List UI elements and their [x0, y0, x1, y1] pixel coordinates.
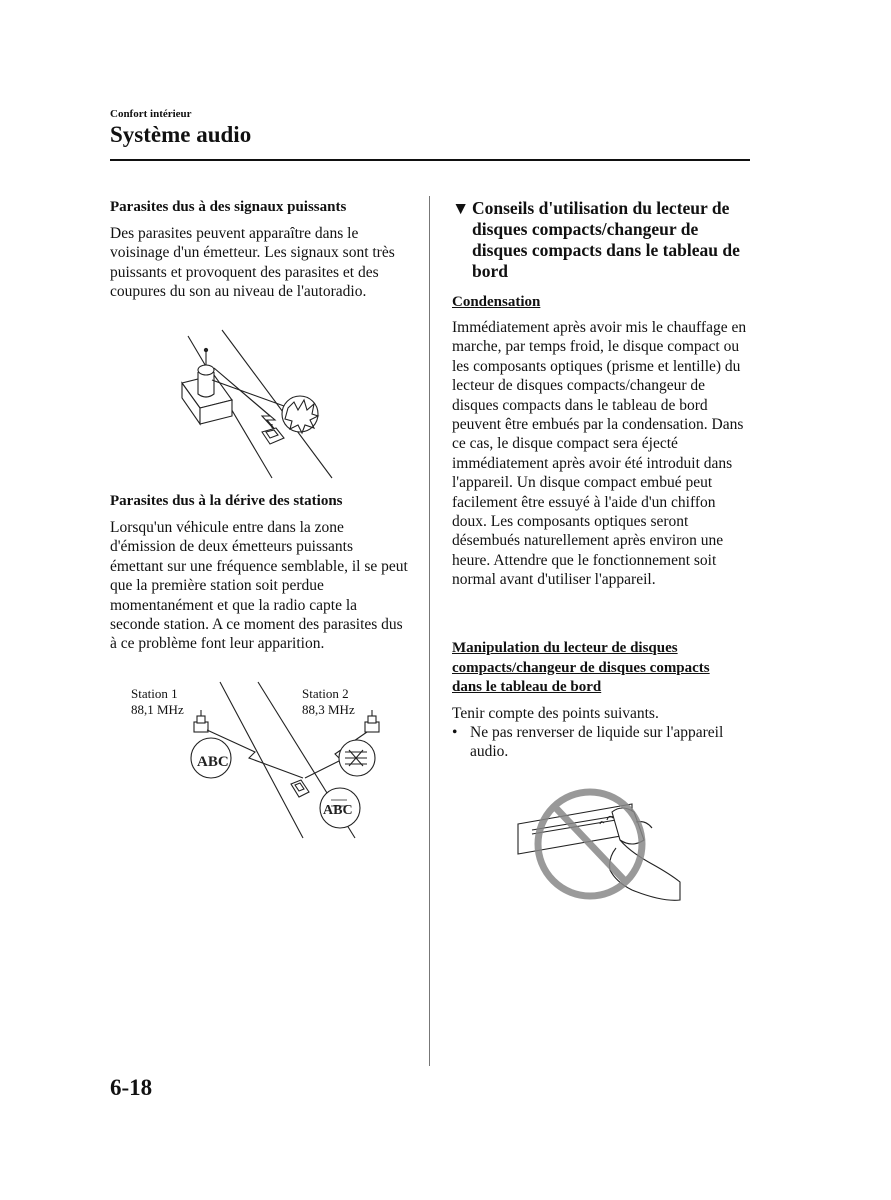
condensation-body: Immédiatement après avoir mis le chauffage en marche, par temps froid, le disque compact ou les composants optiques (prisme et lentille) du lecteur de disques compacts/changeur de disques compacts dans le tableau de bord peuvent être embués par la condensation. Dans ce cas, le disque compact sera éjecté immédiatement après avoir été introduit dans l'appareil. Un disque compact embué peut facilement être essuyé à l'aide d'un chiffon doux. Les composants optiques seront désembués naturellement après environ une heure. Attendre que le fonctionnement soit normal avant d'utiliser l'appareil. — [452, 319, 747, 589]
handling-intro: Tenir compte des points suivants. — [452, 705, 659, 722]
svg-text:ABC: ABC — [197, 754, 229, 770]
station-drift-illustration — [185, 680, 390, 840]
car-icon — [291, 780, 309, 797]
title-rule — [110, 159, 750, 161]
station-1-name: Station 1 — [131, 686, 178, 701]
station-1-frequency: 88,1 MHz — [131, 702, 184, 717]
column-divider — [429, 196, 430, 1066]
handling-heading: Manipulation du lecteur de disques compacts/changeur de disques compacts dans le tableau de bord — [452, 640, 710, 695]
strong-signal-body: Des parasites peuvent apparaître dans le voisinage d'un émetteur. Les signaux sont très puissants et provoquent des parasites et des coupures du son au niveau de l'autoradio. — [110, 225, 395, 301]
bullet-item-text: Ne pas renverser de liquide sur l'appareil audio. — [470, 724, 724, 761]
noise-bubble-icon — [339, 740, 375, 776]
noise-burst-icon — [282, 396, 318, 433]
page-number: 6-18 — [110, 1075, 153, 1100]
station-drift-heading: Parasites dus à la dérive des stations — [110, 493, 343, 509]
no-liquid-illustration — [512, 782, 687, 912]
section-marker-icon: ▼ — [452, 198, 470, 218]
station-1-audio-bubble-icon — [191, 738, 231, 778]
page-title: Système audio — [110, 122, 252, 147]
section-label: Confort intérieur — [110, 108, 192, 120]
station-2-name: Station 2 — [302, 686, 349, 701]
cd-tips-heading-text: Conseils d'utilisation du lecteur de disques compacts/changeur de disques compacts dans le tableau de bord — [472, 198, 740, 281]
station-2-frequency: 88,3 MHz — [302, 702, 355, 717]
transmitter-tower-icon — [182, 348, 232, 424]
svg-text:ABC: ABC — [323, 803, 353, 818]
station-1-label — [131, 686, 184, 718]
station-drift-body: Lorsqu'un véhicule entre dans la zone d'émission de deux émetteurs puissants émettant sur une fréquence semblable, il se peut que la première station soit perdue momentanément et que la radio capte la seconde station. A ce moment des parasites dus à ce problème font leur apparition. — [110, 519, 408, 653]
strong-signal-illustration — [172, 328, 344, 483]
station-1-tower-icon — [194, 710, 208, 732]
cd-tips-heading — [452, 198, 752, 282]
bullet-item — [452, 723, 752, 762]
condensation-heading: Condensation — [452, 294, 541, 310]
mixed-audio-bubble-icon — [320, 788, 360, 828]
bullet-dot-icon: • — [452, 724, 458, 741]
strong-signal-heading: Parasites dus à des signaux puissants — [110, 199, 347, 215]
station-2-tower-icon — [365, 710, 379, 732]
road-edge-left — [220, 682, 303, 838]
